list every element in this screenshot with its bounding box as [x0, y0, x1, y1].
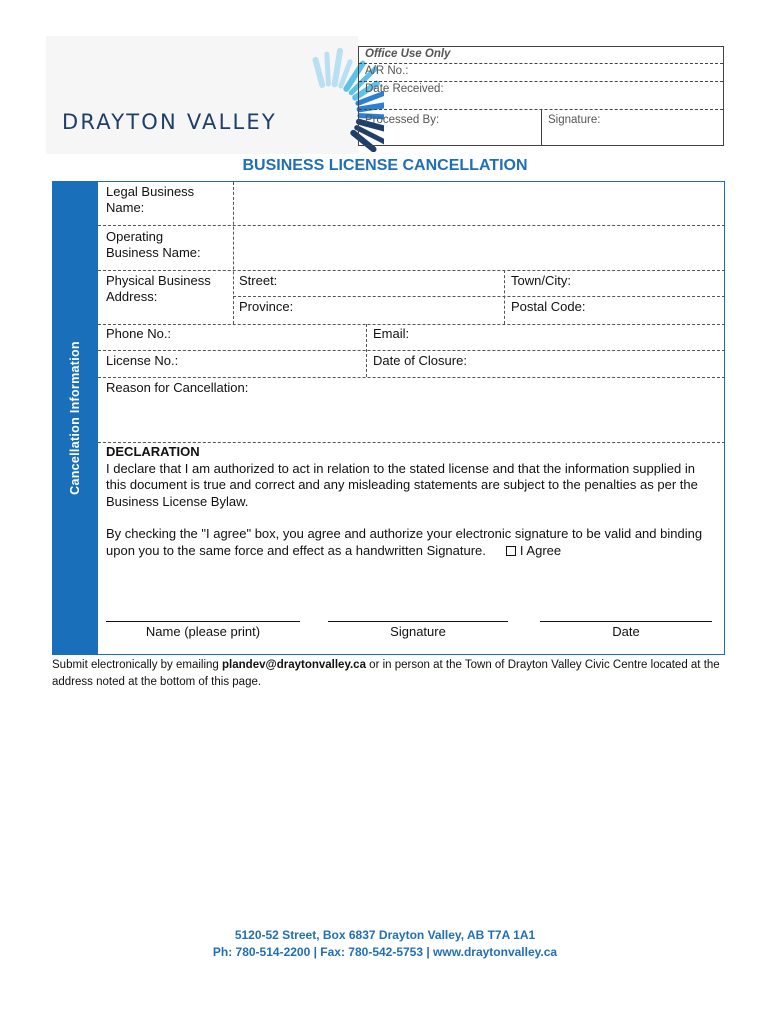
date-label: Date — [612, 624, 640, 639]
name-line[interactable] — [106, 621, 300, 622]
submit-email-link[interactable]: plandev@draytonvalley.ca — [222, 659, 366, 671]
license-no-label[interactable]: License No.: — [106, 353, 179, 368]
physical-address-label: Physical Business Address: — [106, 273, 211, 304]
footer-address: 5120-52 Street, Box 6837 Drayton Valley, AB T7A 1A1 — [234, 928, 536, 942]
signature-line[interactable] — [328, 621, 508, 622]
legal-name-label: Legal Business Name: — [106, 184, 195, 215]
cancellation-form — [98, 181, 725, 655]
phone-label[interactable]: Phone No.: — [106, 326, 172, 341]
divider — [98, 442, 725, 443]
logo-text: DRAYTON VALLEY — [62, 110, 277, 134]
declaration-text: I declare that I am authorized to act in relation to the stated license and that the information supplied in this document is true and correct and any misleading statements are subject to the penalties as per the Business License Bylaw. — [106, 460, 698, 509]
street-label[interactable]: Street: — [239, 273, 278, 288]
processed-by-field[interactable]: Processed By: — [359, 110, 542, 146]
footer-contact: Ph: 780-514-2200 | Fax: 780-542-5753 | www.draytonvalley.ca — [212, 945, 558, 959]
agreement-paragraph — [106, 526, 706, 559]
logo-ray — [335, 51, 340, 85]
postal-code-label[interactable]: Postal Code: — [511, 299, 586, 314]
submit-suffix: or in person at the Town of Drayton Valley Civic Centre located at the address noted at the bottom of this page. — [52, 659, 720, 688]
office-use-box — [358, 46, 724, 146]
logo — [46, 36, 358, 154]
town-city-label[interactable]: Town/City: — [511, 273, 571, 288]
date-line[interactable] — [540, 621, 712, 622]
signature-label: Signature — [390, 624, 446, 639]
divider — [98, 324, 725, 325]
agreement-text: By checking the "I agree" box, you agree and authorize your electronic signature to be valid and binding upon you to the same force and effect as a handwritten Signature. — [106, 526, 703, 558]
date-of-closure-label[interactable]: Date of Closure: — [373, 353, 467, 368]
office-signature-field[interactable]: Signature: — [548, 114, 601, 126]
operating-name-label: Operating Business Name: — [106, 229, 201, 260]
logo-ray — [316, 60, 323, 85]
date-received-field[interactable]: Date Received: — [359, 82, 723, 110]
reason-label: Reason for Cancellation: — [106, 380, 249, 395]
divider — [233, 296, 725, 297]
declaration — [106, 444, 706, 559]
divider — [98, 270, 725, 271]
name-print-label: Name (please print) — [145, 624, 261, 639]
agree-checkbox[interactable] — [506, 546, 516, 556]
divider — [98, 377, 725, 378]
logo-ray — [327, 54, 329, 84]
submit-prefix: Submit electronically by emailing — [52, 659, 223, 671]
email-label[interactable]: Email: — [373, 326, 410, 341]
page-title: BUSINESS LICENSE CANCELLATION — [242, 157, 528, 174]
submit-instructions — [52, 657, 732, 690]
operating-name-input[interactable] — [234, 226, 724, 270]
ar-number-field[interactable]: A/R No.: — [359, 64, 723, 82]
legal-name-input[interactable] — [234, 182, 724, 225]
divider — [98, 350, 725, 351]
province-label[interactable]: Province: — [239, 299, 294, 314]
office-use-heading: Office Use Only — [359, 47, 723, 64]
agree-label: I Agree — [519, 542, 562, 558]
divider — [504, 270, 505, 324]
side-tab-label: Cancellation Information — [68, 341, 82, 495]
reason-input[interactable] — [98, 397, 725, 442]
declaration-title: DECLARATION — [106, 444, 200, 459]
